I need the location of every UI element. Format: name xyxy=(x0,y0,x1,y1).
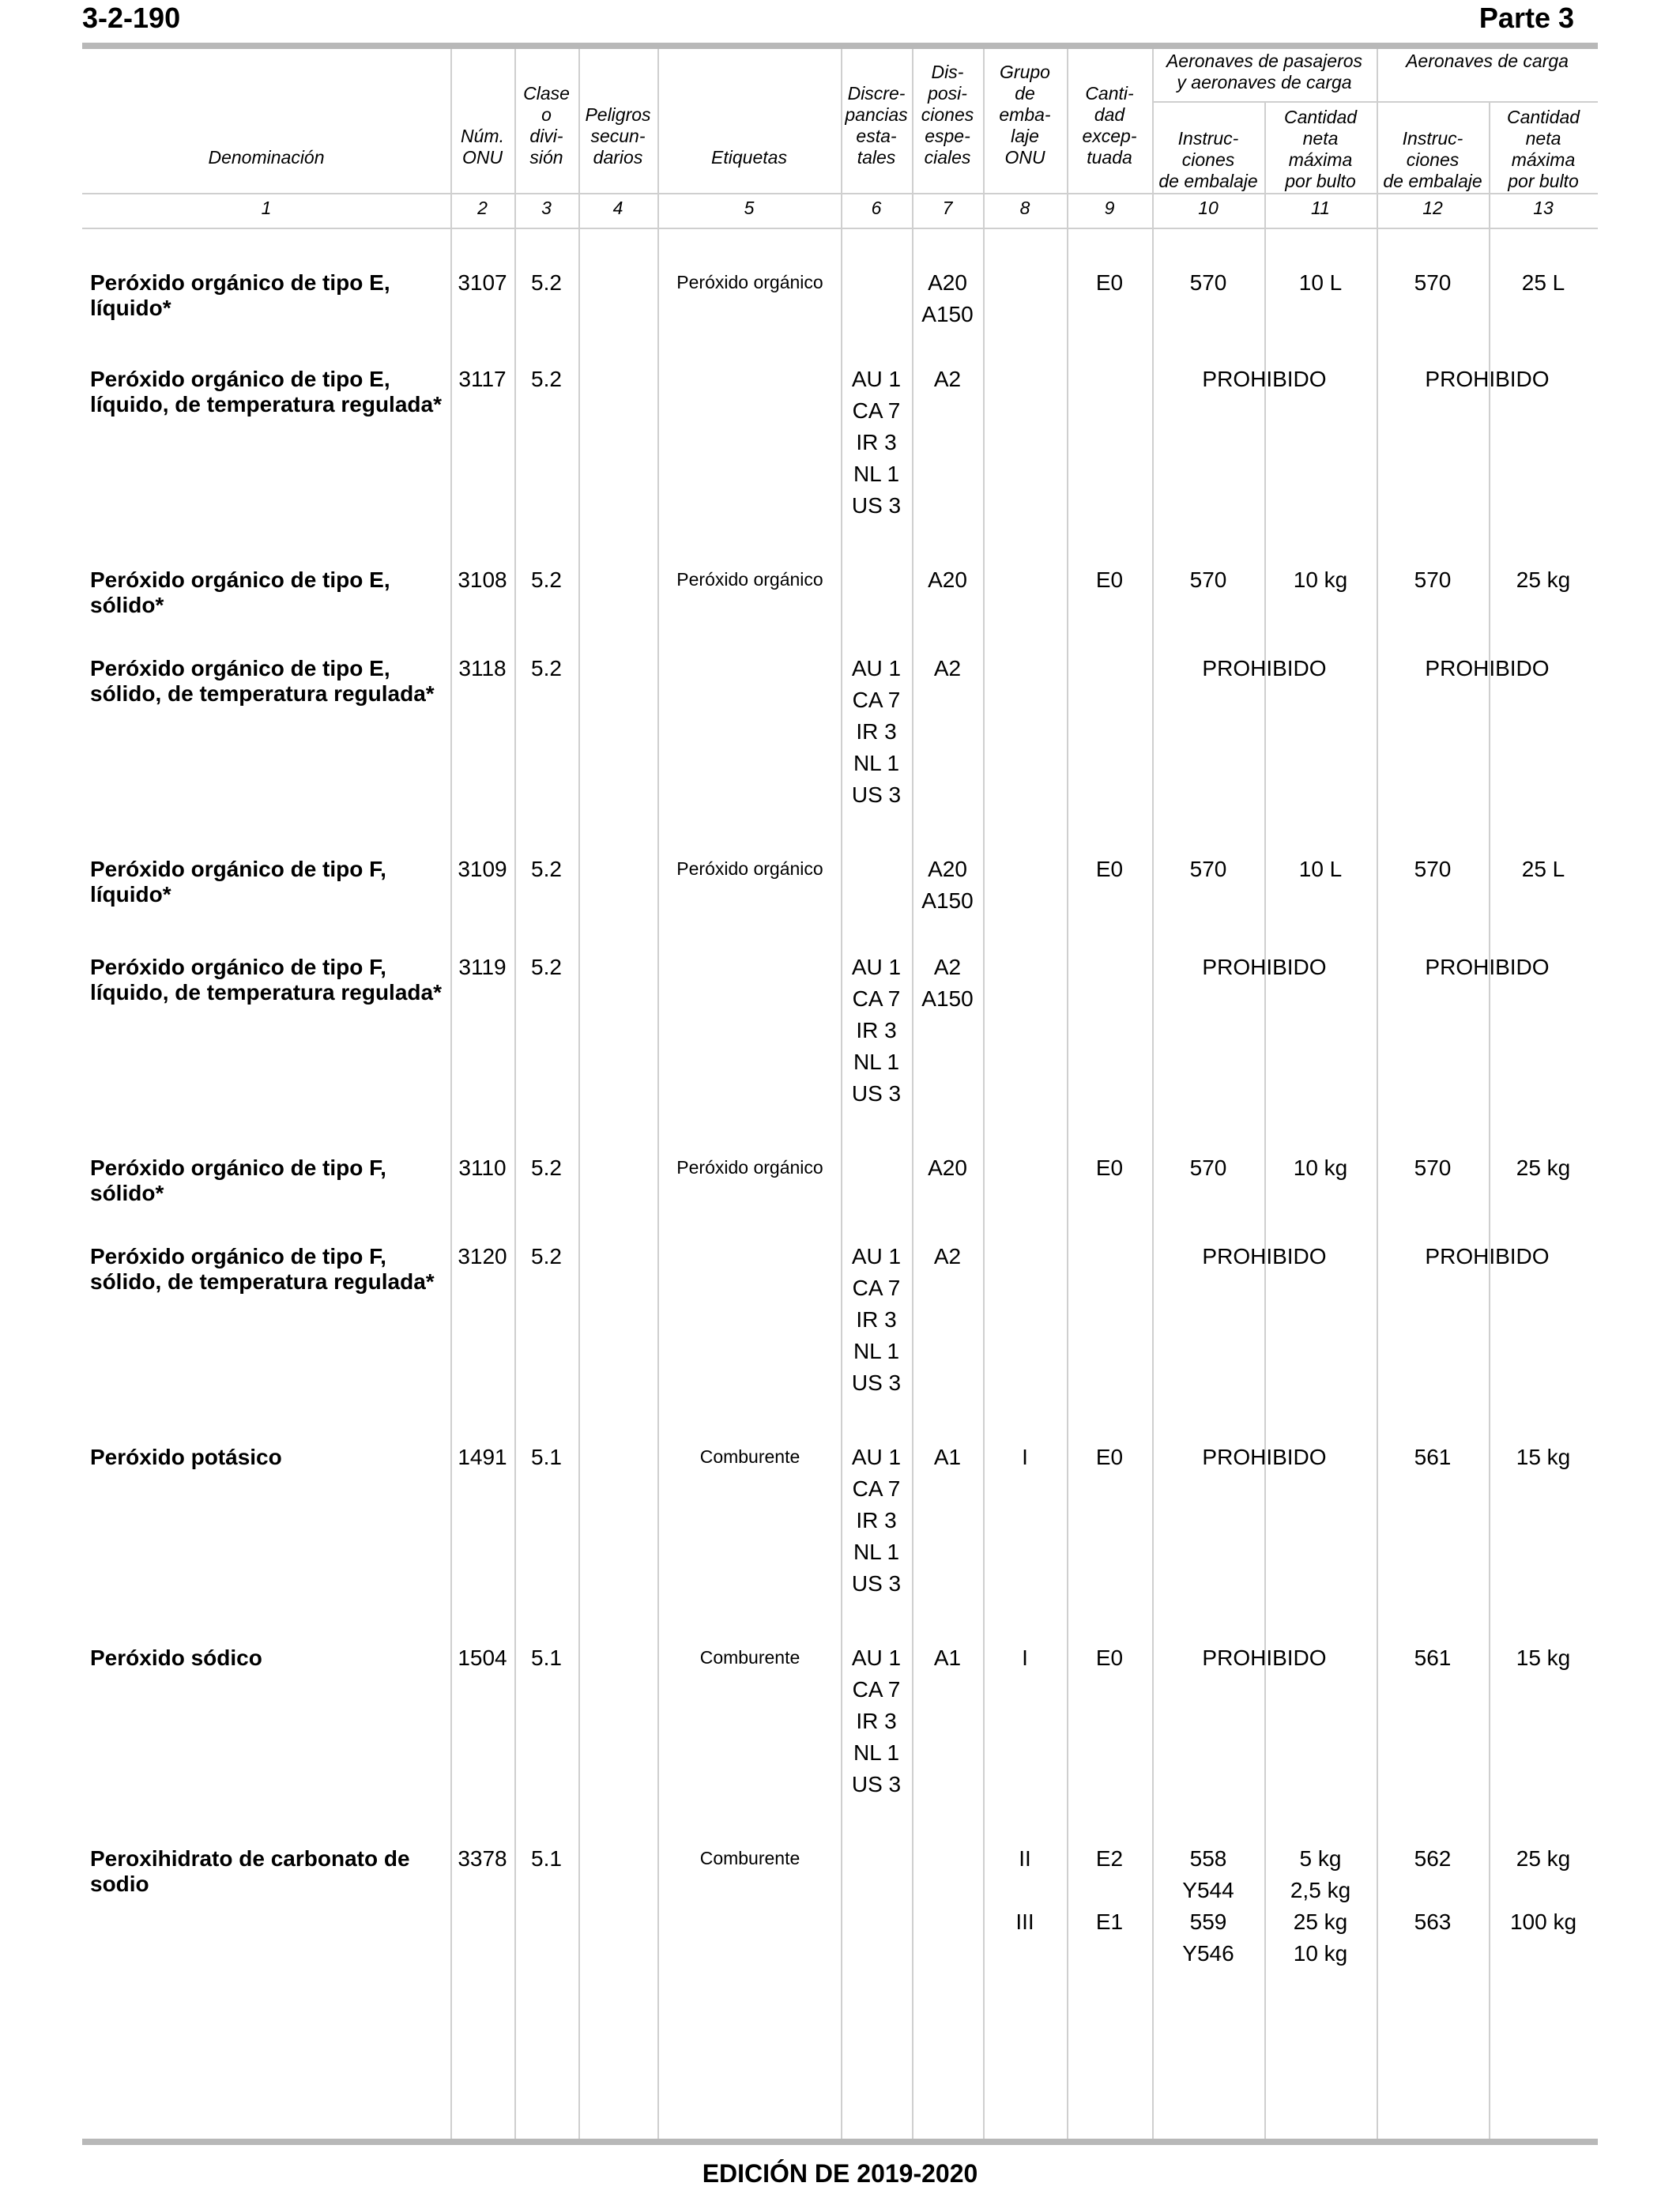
excepted-quantity: E0 xyxy=(1095,567,1124,592)
un-number: 3118 xyxy=(458,656,507,680)
hazard-class: 5.1 xyxy=(531,1846,562,1871)
excepted-quantity: E0 xyxy=(1095,1155,1124,1180)
column-number: 13 xyxy=(1533,198,1554,218)
col-divider xyxy=(450,49,452,2139)
max-net-quantity-cargo: 15 kg xyxy=(1516,1646,1571,1670)
un-number: 1504 xyxy=(458,1646,507,1670)
hazard-class: 5.2 xyxy=(531,955,562,979)
page-part: Parte 3 xyxy=(1478,2,1574,34)
packing-instruction-cargo: 562 563 xyxy=(1414,1846,1452,1934)
substance-name: Peróxido sódico xyxy=(90,1646,262,1670)
header-pi-passenger: Instruc- ciones de embalaje xyxy=(1158,128,1258,191)
un-number: 3109 xyxy=(458,857,507,881)
hazard-class: 5.2 xyxy=(531,270,562,295)
substance-name: Peróxido orgánico de tipo F, sólido, de temperatura regulada* xyxy=(90,1244,435,1294)
column-number: 2 xyxy=(477,198,488,218)
hazard-label: Peróxido orgánico xyxy=(676,272,823,292)
max-net-quantity-passenger: 10 kg xyxy=(1293,1155,1348,1180)
header-discrepancias: Discre- pancias esta- tales xyxy=(845,83,908,168)
state-variations: AU 1 CA 7 IR 3 NL 1 US 3 xyxy=(851,1244,902,1395)
header-num-onu: Núm. ONU xyxy=(461,126,504,168)
packing-instruction-cargo: 570 xyxy=(1414,567,1452,592)
hazard-class: 5.2 xyxy=(531,656,562,680)
prohibited-passenger: PROHIBIDO xyxy=(1202,955,1327,979)
packing-instruction-cargo: 561 xyxy=(1414,1646,1452,1670)
max-net-quantity-cargo: 25 kg xyxy=(1516,567,1571,592)
max-net-quantity-passenger: 10 L xyxy=(1298,270,1343,295)
state-variations: AU 1 CA 7 IR 3 NL 1 US 3 xyxy=(851,367,902,518)
hazard-class: 5.2 xyxy=(531,1244,562,1269)
un-number: 3378 xyxy=(458,1846,507,1871)
special-provisions: A2 xyxy=(933,367,962,391)
header-divider xyxy=(82,193,1598,194)
packing-group: II III xyxy=(1015,1846,1034,1934)
state-variations: AU 1 CA 7 IR 3 NL 1 US 3 xyxy=(851,656,902,807)
col-divider xyxy=(912,49,913,2139)
column-number: 11 xyxy=(1311,198,1330,218)
col-divider xyxy=(578,49,580,2139)
col-divider xyxy=(1377,49,1378,2139)
page-number: 3-2-190 xyxy=(82,2,181,34)
substance-name: Peroxihidrato de carbonato de sodio xyxy=(90,1846,410,1896)
column-number: 10 xyxy=(1198,198,1219,218)
substance-name: Peróxido orgánico de tipo F, líquido* xyxy=(90,857,386,907)
col-divider xyxy=(983,49,985,2139)
packing-instruction-cargo: 570 xyxy=(1414,270,1452,295)
max-net-quantity-passenger: 10 kg xyxy=(1293,567,1348,592)
hazard-label: Peróxido orgánico xyxy=(676,569,823,590)
header-group-passenger: Aeronaves de pasajeros y aeronaves de carga xyxy=(1166,51,1363,92)
prohibited-cargo: PROHIBIDO xyxy=(1425,656,1550,680)
colnum-divider xyxy=(82,228,1598,229)
special-provisions: A1 xyxy=(933,1646,962,1670)
un-number: 1491 xyxy=(458,1445,507,1469)
packing-group: I xyxy=(1022,1646,1028,1670)
header-group-cargo: Aeronaves de carga xyxy=(1406,51,1569,71)
special-provisions: A2 A150 xyxy=(921,955,974,1011)
packing-instruction-cargo: 561 xyxy=(1414,1445,1452,1469)
hazard-class: 5.1 xyxy=(531,1445,562,1469)
substance-name: Peróxido orgánico de tipo F, líquido, de temperatura regulada* xyxy=(90,955,442,1005)
column-number: 12 xyxy=(1422,198,1443,218)
column-number: 1 xyxy=(261,198,272,218)
un-number: 3119 xyxy=(458,955,507,979)
edition-footer: EDICIÓN DE 2019-2020 xyxy=(702,2159,978,2188)
prohibited-passenger: PROHIBIDO xyxy=(1202,1646,1327,1670)
excepted-quantity: E0 xyxy=(1095,1646,1124,1670)
top-rule xyxy=(82,43,1598,49)
header-peligros: Peligros secun- darios xyxy=(585,104,651,168)
un-number: 3120 xyxy=(458,1244,507,1269)
hazard-class: 5.1 xyxy=(531,1646,562,1670)
excepted-quantity: E0 xyxy=(1095,857,1124,881)
header-disposiciones: Dis- posi- ciones espe- ciales xyxy=(921,62,974,168)
hazard-class: 5.2 xyxy=(531,367,562,391)
hazard-label: Peróxido orgánico xyxy=(676,858,823,879)
packing-instruction-passenger: 570 xyxy=(1189,567,1227,592)
group-divider xyxy=(1152,101,1598,103)
substance-name: Peróxido orgánico de tipo E, líquido, de temperatura regulada* xyxy=(90,367,442,417)
header-denominacion: Denominación xyxy=(208,147,325,168)
prohibited-cargo: PROHIBIDO xyxy=(1425,367,1550,391)
packing-group: I xyxy=(1022,1445,1028,1469)
hazard-class: 5.2 xyxy=(531,567,562,592)
column-number: 5 xyxy=(744,198,755,218)
special-provisions: A20 A150 xyxy=(921,857,974,913)
col-divider xyxy=(1489,103,1490,2139)
header-pi-cargo: Instruc- ciones de embalaje xyxy=(1383,128,1482,191)
un-number: 3108 xyxy=(458,567,507,592)
header-clase: Clase o divi- sión xyxy=(523,83,570,168)
header-qty-cargo: Cantidad neta máxima por bulto xyxy=(1506,107,1580,191)
special-provisions: A1 xyxy=(933,1445,962,1469)
max-net-quantity-cargo: 25 L xyxy=(1521,857,1565,881)
column-number: 8 xyxy=(1019,198,1030,218)
substance-name: Peróxido orgánico de tipo E, sólido, de temperatura regulada* xyxy=(90,656,435,706)
column-number: 3 xyxy=(541,198,552,218)
hazard-label: Comburente xyxy=(699,1446,800,1467)
column-number: 4 xyxy=(612,198,623,218)
state-variations: AU 1 CA 7 IR 3 NL 1 US 3 xyxy=(851,1646,902,1796)
max-net-quantity-cargo: 25 kg 100 kg xyxy=(1509,1846,1577,1934)
col-divider xyxy=(657,49,659,2139)
prohibited-passenger: PROHIBIDO xyxy=(1202,1445,1327,1469)
packing-instruction-cargo: 570 xyxy=(1414,857,1452,881)
column-number: 9 xyxy=(1104,198,1115,218)
prohibited-cargo: PROHIBIDO xyxy=(1425,1244,1550,1269)
packing-instruction-passenger: 570 xyxy=(1189,1155,1227,1180)
header-etiquetas: Etiquetas xyxy=(711,147,787,168)
page-header xyxy=(82,0,1598,40)
header-cantidad-exceptuada: Canti- dad excep- tuada xyxy=(1082,83,1137,168)
max-net-quantity-cargo: 25 kg xyxy=(1516,1155,1571,1180)
substance-name: Peróxido orgánico de tipo F, sólido* xyxy=(90,1155,386,1205)
packing-instruction-cargo: 570 xyxy=(1414,1155,1452,1180)
packing-instruction-passenger: 570 xyxy=(1189,270,1227,295)
un-number: 3107 xyxy=(458,270,507,295)
special-provisions: A20 A150 xyxy=(921,270,974,326)
state-variations: AU 1 CA 7 IR 3 NL 1 US 3 xyxy=(851,1445,902,1596)
special-provisions: A2 xyxy=(933,1244,962,1269)
prohibited-cargo: PROHIBIDO xyxy=(1425,955,1550,979)
excepted-quantity: E0 xyxy=(1095,1445,1124,1469)
column-number: 7 xyxy=(942,198,953,218)
special-provisions: A20 xyxy=(928,1155,967,1180)
hazard-label: Peróxido orgánico xyxy=(676,1157,823,1178)
hazard-class: 5.2 xyxy=(531,1155,562,1180)
hazard-class: 5.2 xyxy=(531,857,562,881)
max-net-quantity-cargo: 15 kg xyxy=(1516,1445,1571,1469)
header-grupo-embalaje: Grupo de emba- laje ONU xyxy=(999,62,1051,168)
prohibited-passenger: PROHIBIDO xyxy=(1202,1244,1327,1269)
col-divider xyxy=(1264,103,1266,2139)
column-number: 6 xyxy=(871,198,882,218)
bottom-rule xyxy=(82,2139,1598,2145)
prohibited-passenger: PROHIBIDO xyxy=(1202,656,1327,680)
packing-instruction-passenger: 570 xyxy=(1189,857,1227,881)
hazard-label: Comburente xyxy=(699,1848,800,1868)
max-net-quantity-passenger: 5 kg 2,5 kg 25 kg 10 kg xyxy=(1290,1846,1351,1966)
un-number: 3110 xyxy=(458,1155,507,1180)
packing-instruction-passenger: 558 Y544 559 Y546 xyxy=(1182,1846,1234,1966)
state-variations: AU 1 CA 7 IR 3 NL 1 US 3 xyxy=(851,955,902,1106)
col-divider xyxy=(514,49,516,2139)
special-provisions: A2 xyxy=(933,656,962,680)
un-number: 3117 xyxy=(458,367,507,391)
special-provisions: A20 xyxy=(928,567,967,592)
col-divider xyxy=(1152,49,1154,2139)
col-divider xyxy=(1067,49,1068,2139)
header-qty-passenger: Cantidad neta máxima por bulto xyxy=(1283,107,1358,191)
substance-name: Peróxido potásico xyxy=(90,1445,282,1469)
substance-name: Peróxido orgánico de tipo E, sólido* xyxy=(90,567,390,617)
max-net-quantity-cargo: 25 L xyxy=(1521,270,1565,295)
excepted-quantity: E2 E1 xyxy=(1095,1846,1124,1934)
hazard-label: Comburente xyxy=(699,1647,800,1668)
substance-name: Peróxido orgánico de tipo E, líquido* xyxy=(90,270,390,320)
max-net-quantity-passenger: 10 L xyxy=(1298,857,1343,881)
excepted-quantity: E0 xyxy=(1095,270,1124,295)
prohibited-passenger: PROHIBIDO xyxy=(1202,367,1327,391)
